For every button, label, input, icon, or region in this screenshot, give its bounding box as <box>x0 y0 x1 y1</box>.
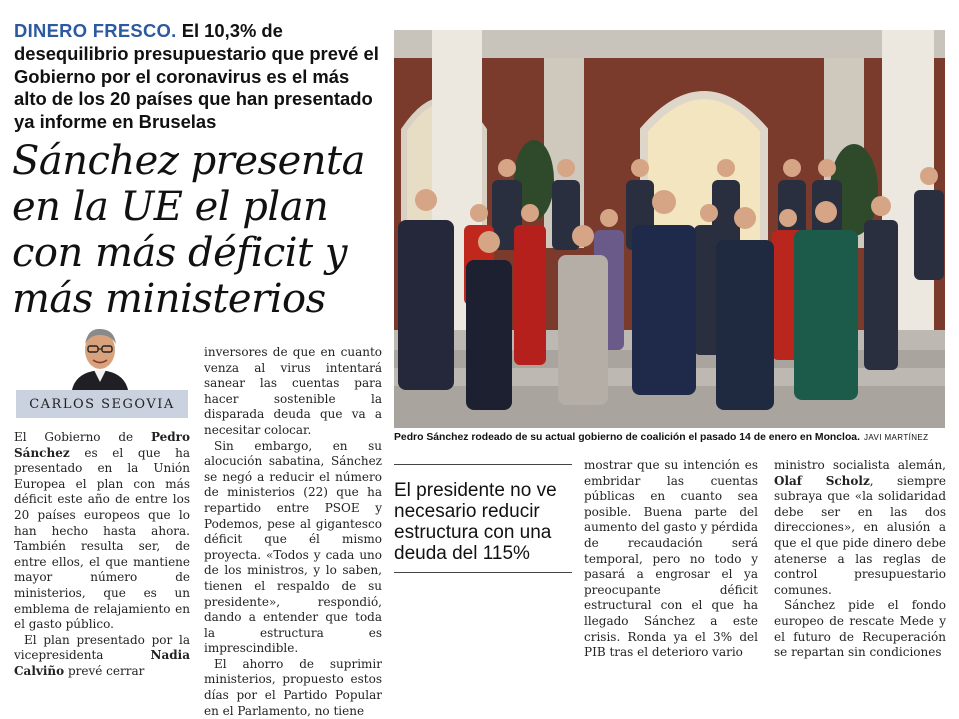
headline: Sánchez presenta en la UE el plan con más déficit y más ministerios <box>12 138 365 322</box>
text-run: es el que ha presentado en la Unión Europea el plan con más déficit este año de entre los 20 países europeos que lo han hecho hasta ahora. También resulta ser, de entre ellos, el que mantiene mayor número de ministerios, que es un emblema de relajamiento en el gasto público. <box>14 445 190 632</box>
text-run: prevé cerrar <box>64 663 145 678</box>
person-name: Nadia Calviño <box>14 648 190 678</box>
caption-text: Pedro Sánchez rodeado de su actual gobierno de coalición el pasado 14 de enero en Moncloa. <box>394 432 860 443</box>
author-name: CARLOS SEGOVIA <box>29 396 175 412</box>
paragraph: inversores de que en cuanto venza al virus intentará sanear las cuentas para hacer sostenible la disparada deuda que va a necesitar colocar. <box>204 345 382 437</box>
kicker <box>14 20 384 134</box>
paragraph: El ahorro de suprimir ministerios, propuesto estos días por el Partido Popular en el Parlamento, no tiene <box>204 656 382 718</box>
paragraph <box>14 633 190 680</box>
person-name: Olaf Scholz <box>774 473 870 488</box>
pullquote: El presidente no ve necesario reducir estructura con una deuda del 115% <box>394 480 557 564</box>
body-column-2 <box>204 345 382 718</box>
pullquote-rule-top <box>394 464 572 465</box>
paragraph <box>774 458 946 598</box>
body-column-3 <box>584 458 758 660</box>
photo-credit: JAVI MARTÍNEZ <box>863 433 929 442</box>
pullquote-rule-bottom <box>394 572 572 573</box>
body-column-1 <box>14 430 190 678</box>
author-photo <box>66 322 134 390</box>
paragraph: Sánchez pide el fondo europeo de rescate Mede y el futuro de Recuperación se repartan sin condiciones <box>774 598 946 660</box>
photo-caption <box>394 432 949 443</box>
body-column-4 <box>774 458 947 660</box>
paragraph: Sin embargo, en su alocución sabatina, Sánchez se negó a reducir el número de ministerios (22) que ha repartido entre PSOE y Podemos, pese al gigantesco déficit que él mismo proyecta. «Todos y cada uno de los ministros, y lo saben, tienen el respaldo de su presidente», respondió, dando a entender que toda la estructura es imprescindible. <box>204 438 382 656</box>
paragraph: mostrar que su intención es embridar las cuentas públicas en cuanto sea posible. Buena parte del aumento del gasto y pérdida de recaudación será temporal, pero no todo y pasará a engrosar el ya preocupante déficit estructural con el que ha llegado Sánchez a este crisis. Ronda ya el 3% del PIB tras el deterioro vario <box>584 458 758 660</box>
cabinet-photo <box>394 30 945 428</box>
text-run: El plan presentado por la vicepresidenta <box>14 632 190 663</box>
paragraph <box>14 430 190 633</box>
author-bar <box>16 390 188 418</box>
kicker-text: El 10,3% de desequilibrio presupuestario que prevé el Gobierno por el coronavirus es el más alto de los 20 países que han presentado ya informe en Bruselas <box>14 20 379 133</box>
text-run: , siempre subraya que «la solidaridad debe ser en las dos direcciones», en alusión a que el que pide dinero debe atenerse a las reglas de control presupuestario comunes. <box>774 473 947 597</box>
kicker-label: DINERO FRESCO. <box>14 20 177 41</box>
text-run: El Gobierno de <box>14 430 151 444</box>
text-run: ministro socialista alemán, <box>774 458 946 472</box>
person-name: Pedro Sánchez <box>14 430 190 460</box>
